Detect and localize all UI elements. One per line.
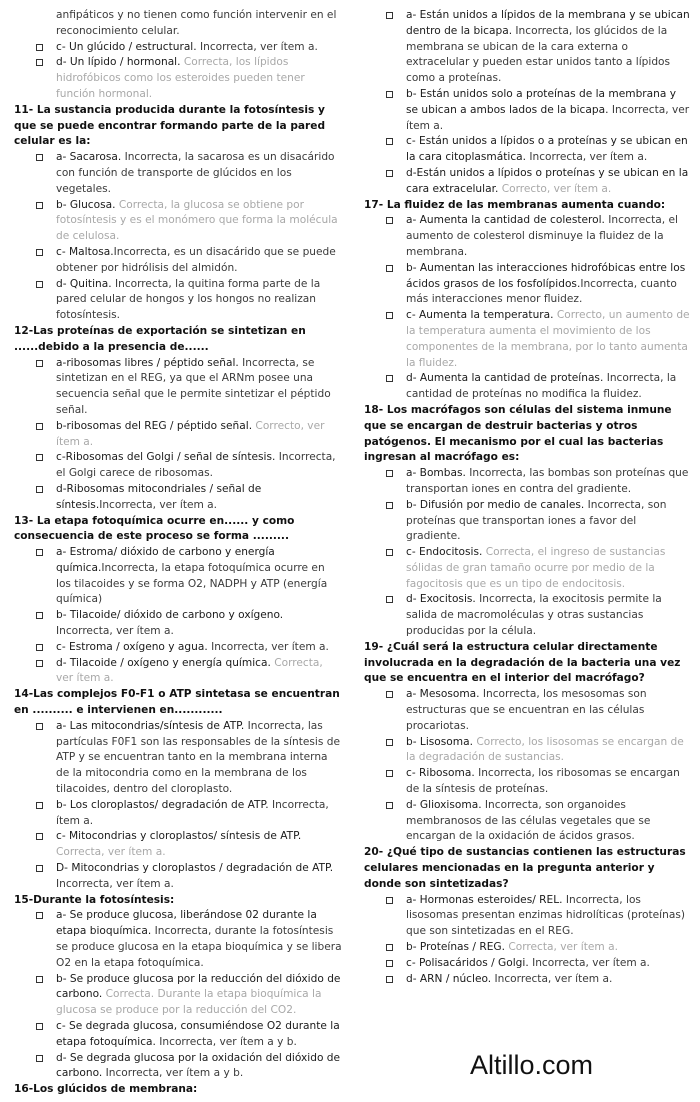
option-feedback: anfipáticos y no tienen como función intervenir en el reconocimiento celular. — [56, 9, 337, 37]
answer-option[interactable] — [36, 719, 342, 798]
option-text: a- Bombas. — [406, 467, 466, 480]
option-feedback: Incorrecta, ver ítem a. — [528, 956, 650, 969]
answer-option[interactable] — [36, 40, 342, 56]
option-text: a- Mesosoma. — [406, 688, 480, 701]
question-14: 14-Las complejos F0-F1 o ATP sintetasa se encuentran en .......... e intervienen en............ — [14, 688, 340, 717]
answer-option[interactable] — [36, 1051, 342, 1083]
answer-option[interactable] — [36, 608, 342, 640]
question-11-options — [14, 150, 342, 324]
question-14-options — [14, 719, 342, 893]
option-feedback: Incorrecta, la etapa fotoquímica ocurre en los tilacoides y se forma O2, NADPH y ATP (energía química) — [56, 561, 328, 606]
option-text: b- Los cloroplastos/ degradación de ATP. — [56, 798, 269, 811]
option-feedback: Incorrecta, son organoides membranosos de las células vegetales que se encargan de la oxidación de ácidos grasos. — [406, 798, 651, 843]
question-12: 12-Las proteínas de exportación se sintetizan en ......debido a la presencia de...... — [14, 324, 306, 353]
answer-option[interactable] — [36, 482, 342, 514]
option-text: c- Se degrada glucosa, consumiéndose O2 durante la etapa fotoquímica. — [56, 1020, 340, 1048]
answer-option[interactable] — [386, 766, 690, 798]
option-feedback: Incorrecta, la cantidad de proteínas no modifica la fluidez. — [406, 372, 677, 401]
answer-option[interactable] — [36, 545, 342, 608]
option-text: D- Mitocondrias y cloroplastos / degradación de ATP. — [56, 862, 334, 875]
answer-option[interactable] — [386, 972, 690, 988]
answer-option[interactable] — [36, 450, 342, 482]
option-feedback: Incorrecta, ver ítem a. — [56, 625, 174, 638]
intro-options — [14, 8, 342, 103]
option-text: d-Ribosomas mitocondriales / señal de síntesis. — [56, 482, 262, 511]
answer-option[interactable] — [386, 134, 690, 166]
answer-option[interactable] — [36, 277, 342, 324]
option-feedback: Correcta. Durante la etapa bioquímica la glucosa se produce por la reducción del CO2. — [56, 988, 322, 1017]
answer-option[interactable] — [36, 861, 342, 893]
option-feedback: Incorrecta, ver ítem a. — [99, 498, 218, 511]
answer-option[interactable] — [36, 150, 342, 197]
option-text: a- Hormonas esteroides/ REL. — [406, 893, 563, 906]
option-feedback: Correcta, ver ítem a. — [56, 656, 323, 685]
option-text: b- Se produce glucosa por la reducción del dióxido de carbono. — [56, 972, 341, 1001]
option-feedback: Incorrecta, ver ítem a y b. — [102, 1067, 244, 1080]
option-text: c- Endocitosis. — [406, 546, 483, 559]
option-feedback: Correcta, ver ítem a. — [505, 941, 618, 954]
option-feedback: Incorrecta, durante la fotosíntesis se produce glucosa en la etapa bioquímica y se libera O2 en la etapa fotoquímica. — [56, 925, 342, 969]
option-feedback: Incorrecta, el aumento de colesterol disminuye la fluidez de la membrana. — [406, 214, 678, 258]
option-text: b- Proteínas / REG. — [406, 941, 505, 954]
option-text: c- Maltosa. — [56, 245, 114, 258]
answer-option[interactable] — [386, 545, 690, 592]
answer-option[interactable] — [36, 245, 342, 277]
answer-option[interactable] — [36, 908, 342, 971]
answer-option[interactable] — [386, 956, 690, 972]
question-15-options — [14, 908, 342, 1082]
option-feedback: Correcto, un aumento de la temperatura aumenta el movimiento de los componentes de la membrana, por lo tanto aumenta la fluidez. — [406, 309, 690, 369]
option-feedback: Incorrecta, es un disacárido que se puede obtener por hidrólisis del almidón. — [56, 245, 336, 274]
option-feedback: Incorrecta, se sintetizan en el REG, ya que el ARNm posee una secuencia señal que le permite sintetizar el péptido señal. — [56, 356, 331, 416]
right-column — [364, 8, 690, 987]
option-feedback: Incorrecta, el Golgi carece de ribosomas. — [56, 451, 336, 480]
option-text: d- Glioxisoma. — [406, 798, 482, 811]
answer-option[interactable] — [386, 8, 690, 87]
option-text: c- Están unidos a lípidos o a proteínas y se ubican en la cara citoplasmática. — [406, 135, 688, 164]
option-feedback: Incorrecta, la quitina forma parte de la pared celular de hongos y los hongos no realizan fotosíntesis. — [56, 277, 321, 322]
option-text: a-ribosomas libres / péptido señal. — [56, 356, 239, 369]
option-text: b- Aumentan las interacciones hidrofóbicas entre los ácidos grasos de los fosfolípidos. — [406, 261, 686, 290]
question-20-options — [364, 893, 690, 988]
option-text: a- Las mitocondrias/síntesis de ATP. — [56, 719, 245, 732]
option-feedback: Correcto, ver ítem a. — [56, 419, 325, 448]
option-text: a- Se produce glucosa, liberándose 02 durante la etapa bioquímica. — [56, 909, 317, 938]
left-column — [14, 8, 342, 1098]
answer-option[interactable] — [386, 308, 690, 371]
option-text: c- Polisacáridos / Golgi. — [406, 956, 529, 969]
option-text: b- Lisosoma. — [406, 735, 473, 748]
question-19-options — [364, 687, 690, 845]
question-13-options — [14, 545, 342, 687]
option-text: b- Difusión por medio de canales. — [406, 498, 585, 511]
answer-option[interactable] — [386, 893, 690, 940]
answer-option[interactable] — [36, 198, 342, 245]
option-feedback: Incorrecta, ítem a. — [56, 798, 329, 827]
option-feedback: Incorrecta, son proteínas que transportan iones a favor del gradiente. — [406, 498, 667, 543]
option-text: d- Tilacoide / oxígeno y energía química. — [56, 656, 271, 669]
answer-option[interactable] — [386, 87, 690, 134]
option-feedback: Incorrecta, los mesosomas son estructuras que se encuentran en las células procariotas. — [406, 688, 647, 732]
option-feedback: Incorrecta, ver ítem a y b. — [155, 1035, 297, 1048]
option-text: c- Estroma / oxígeno y agua. — [56, 640, 208, 653]
option-text: c- Aumenta la temperatura. — [406, 309, 554, 322]
question-12-options — [14, 356, 342, 514]
answer-option[interactable] — [36, 829, 342, 861]
option-text: d- Aumenta la cantidad de proteínas. — [406, 372, 604, 385]
question-16: 16-Los glúcidos de membrana: — [14, 1083, 198, 1096]
option-feedback: Incorrecta, ver ítem a. — [406, 103, 690, 132]
answer-option[interactable] — [36, 640, 342, 656]
option-text: b- Glucosa. — [56, 198, 116, 211]
option-feedback: Incorrecta, las partículas F0F1 son las responsables de la síntesis de ATP y se encuentran tanto en la membrana interna de la mitocondria como en la membrana de los tilacoides, dentro del cloroplasto. — [56, 719, 340, 796]
option-feedback: Incorrecta, los glúcidos de la membrana se ubican de la cara externa o extracelular y pueden estar unidos tanto a lípidos como a proteínas. — [406, 24, 671, 85]
question-16-options — [364, 8, 690, 198]
answer-option[interactable] — [386, 166, 690, 198]
option-text: b- Están unidos solo a proteínas de la membrana y se ubican a ambos lados de la bicapa. — [406, 87, 676, 116]
option-text: c- Ribosoma. — [406, 767, 475, 780]
option-text: c- Un glúcido / estructural. — [56, 40, 197, 53]
option-text: d- ARN / núcleo. — [406, 972, 492, 985]
option-feedback: Incorrecta, cuanto más interacciones menor fluidez. — [406, 277, 677, 306]
option-text: a- Aumenta la cantidad de colesterol. — [406, 214, 605, 227]
altillo-logo[interactable]: Altillo.com — [470, 1050, 594, 1080]
option-text: d- Quitina. — [56, 277, 112, 290]
option-feedback: Correcta, los lípidos hidrofóbicos como los esteroides pueden tener función hormonal. — [56, 56, 305, 100]
option-feedback: Correcto, ver ítem a. — [498, 182, 612, 195]
option-feedback: Incorrecta, los lisosomas presentan enzimas hidrolíticas (proteínas) que son sintetizadas en el REG. — [406, 893, 685, 938]
question-18-options — [364, 466, 690, 640]
option-feedback: Correcto, los lisosomas se encargan de la degradación de sustancias. — [406, 735, 684, 764]
answer-option[interactable] — [36, 356, 342, 419]
option-text: a- Están unidos a lípidos de la membrana y se ubican dentro de la bicapa. — [406, 9, 690, 37]
option-feedback: Incorrecta, ver ítem a. — [196, 40, 318, 53]
option-feedback: Correcta, ver ítem a. — [56, 846, 166, 859]
answer-option[interactable] — [386, 498, 690, 545]
answer-option[interactable] — [386, 213, 690, 260]
option-feedback: Incorrecta, los ribosomas se encargan de la síntesis de proteínas. — [406, 767, 680, 796]
option-text: a- Estroma/ dióxido de carbono y energía química. — [56, 546, 275, 574]
question-18: 18- Los macrófagos son células del sistema inmune que se encargan de destruir bacterias y otros patógenos. El mecanismo por el cual las bacterias ingresan al macrófago es: — [364, 403, 672, 464]
question-15: 15-Durante la fotosíntesis: — [14, 893, 175, 906]
option-text: a- Sacarosa. — [56, 151, 122, 164]
option-text: d- Un lípido / hormonal. — [56, 56, 181, 69]
option-feedback: Incorrecta, la sacarosa es un disacárido con función de transporte de glúcidos en los vegetales. — [56, 151, 335, 195]
option-feedback: Incorrecta, ver ítem a. — [491, 972, 613, 985]
option-text: d-Están unidos a lípidos o proteínas y se ubican en la cara extracelular. — [406, 166, 689, 195]
answer-option[interactable] — [36, 55, 342, 102]
answer-option[interactable] — [36, 798, 342, 830]
answer-option[interactable] — [36, 8, 342, 40]
answer-option[interactable] — [36, 656, 342, 688]
question-17-options — [364, 213, 690, 403]
answer-option[interactable] — [386, 687, 690, 734]
option-text: d- Se degrada glucosa por la oxidación del dióxido de carbono. — [56, 1051, 341, 1080]
answer-option[interactable] — [386, 371, 690, 403]
question-20: 20- ¿Qué tipo de sustancias contienen las estructuras celulares mencionadas en la pregunta anterior y donde son sintetizadas? — [364, 846, 686, 890]
answer-option[interactable] — [36, 1019, 342, 1051]
option-feedback: Incorrecta, ver ítem a. — [207, 640, 329, 653]
option-feedback: Correcta, la glucosa se obtiene por fotosíntesis y es el monómero que forma la molécula de celulosa. — [56, 198, 338, 243]
answer-option[interactable] — [36, 972, 342, 1019]
option-feedback: Correcta, el ingreso de sustancias sólidas de gran tamaño ocurre por medio de la fagocitosis que es un tipo de endocitosis. — [406, 546, 666, 590]
option-feedback: Incorrecta, ver ítem a. — [56, 877, 174, 890]
option-feedback: Incorrecta, las bombas son proteínas que transportan iones en contra del gradiente. — [406, 467, 689, 495]
option-feedback: Incorrecta, la exocitosis permite la salida de macromoléculas y otras sustancias producidas por la célula. — [406, 593, 662, 638]
option-text: d- Exocitosis. — [406, 593, 476, 606]
option-feedback: Incorrecta, ver ítem a. — [526, 151, 648, 164]
answer-option[interactable] — [386, 261, 690, 308]
question-19: 19- ¿Cuál será la estructura celular directamente involucrada en la degradación de la bacteria una vez que se encuentra en el interior del macrófago? — [364, 640, 681, 685]
option-text: b- Tilacoide/ dióxido de carbono y oxígeno. — [56, 609, 284, 622]
answer-option[interactable] — [386, 592, 690, 639]
option-text: c- Mitocondrias y cloroplastos/ síntesis de ATP. — [56, 830, 302, 843]
question-17: 17- La fluidez de las membranas aumenta cuando: — [364, 198, 666, 211]
answer-option[interactable] — [386, 466, 690, 498]
option-text: c-Ribosomas del Golgi / señal de síntesis. — [56, 451, 276, 464]
answer-option[interactable] — [386, 798, 690, 845]
question-11: 11- La sustancia producida durante la fotosíntesis y que se puede encontrar formando parte de la pared celular es la: — [14, 103, 326, 148]
answer-option[interactable] — [386, 940, 690, 956]
option-text: b-ribosomas del REG / péptido señal. — [56, 419, 253, 432]
answer-option[interactable] — [386, 735, 690, 767]
question-13: 13- La etapa fotoquímica ocurre en...... y como consecuencia de este proceso se forma ......... — [14, 514, 295, 543]
answer-option[interactable] — [36, 419, 342, 451]
